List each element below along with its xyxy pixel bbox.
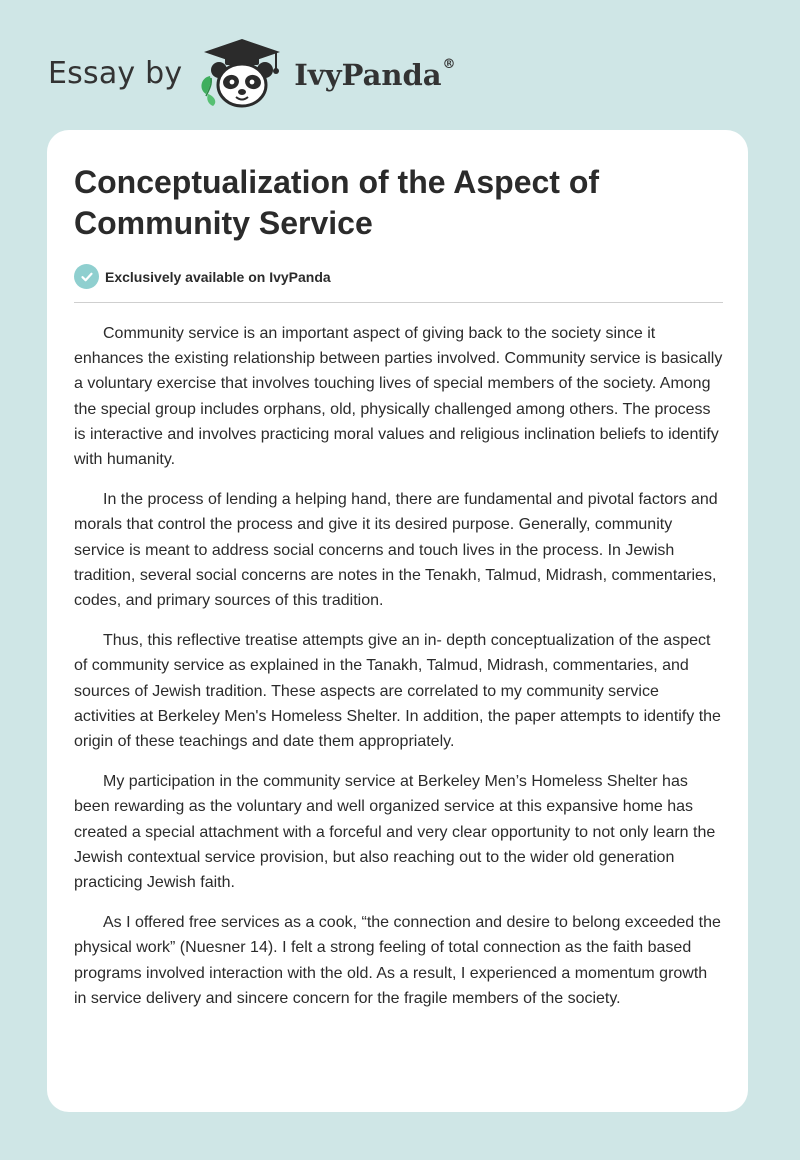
paragraph: Community service is an important aspect of giving back to the society since it enhances the existing relationship between parties involved. Community service is basically a voluntary exercise that involves touching lives of special members of the society. Among the special group includes orphans, old, physically challenged among others. The process is interactive and involves practicing moral values and religious inclination beliefs to identify with humanity.: [74, 325, 723, 469]
registered-mark: ®: [442, 57, 456, 73]
paragraph: In the process of lending a helping hand, there are fundamental and pivotal factors and morals that control the process and give it its desired purpose. Generally, community service is meant to address social concerns and touch lives in the process. In Jewish tradition, several social concerns are notes in the Tenakh, Talmud, Midrash, commentaries, codes, and primary sources of this tradition.: [74, 491, 718, 610]
checkmark-icon: [74, 264, 99, 289]
paragraph: My participation in the community service at Berkeley Men’s Homeless Shelter has been rewarding as the voluntary and well organized service at this expansive home has created a special attachment with a forceful and very clear opportunity to not only learn the Jewish contextual service provision, but also reaching out to the wider old generation practicing Jewish faith.: [74, 773, 716, 892]
divider: [74, 302, 723, 303]
paragraph: As I offered free services as a cook, “the connection and desire to belong exceeded the physical work” (Nuesner 14). I felt a strong feeling of total connection as the faith based programs involved interaction with the old. As a result, I experienced a momentum growth in service delivery and sincere concern for the fragile members of the society.: [74, 914, 721, 1007]
essay-card: [47, 130, 748, 1112]
brand-name: IvyPanda®: [294, 57, 456, 92]
ivypanda-logo[interactable]: [196, 36, 455, 110]
essay-body: [74, 321, 724, 1026]
essay-title: Conceptualization of the Aspect of Community Service: [74, 164, 600, 241]
exclusive-badge: [74, 264, 331, 289]
site-header: [48, 36, 456, 110]
badge-text: Exclusively available on IvyPanda: [105, 268, 331, 285]
paragraph: Thus, this reflective treatise attempts give an in- depth conceptualization of the aspect of community service as explained in the Tanakh, Talmud, Midrash, commentaries, and sources of Jewish tradition. These aspects are correlated to my community service activities at Berkeley Men's Homeless Shelter. In addition, the paper attempts to identify the origin of these teachings and date them appropriately.: [74, 632, 721, 751]
panda-graduate-logo-icon: [196, 36, 288, 110]
essay-by-label: Essay by: [48, 55, 183, 91]
